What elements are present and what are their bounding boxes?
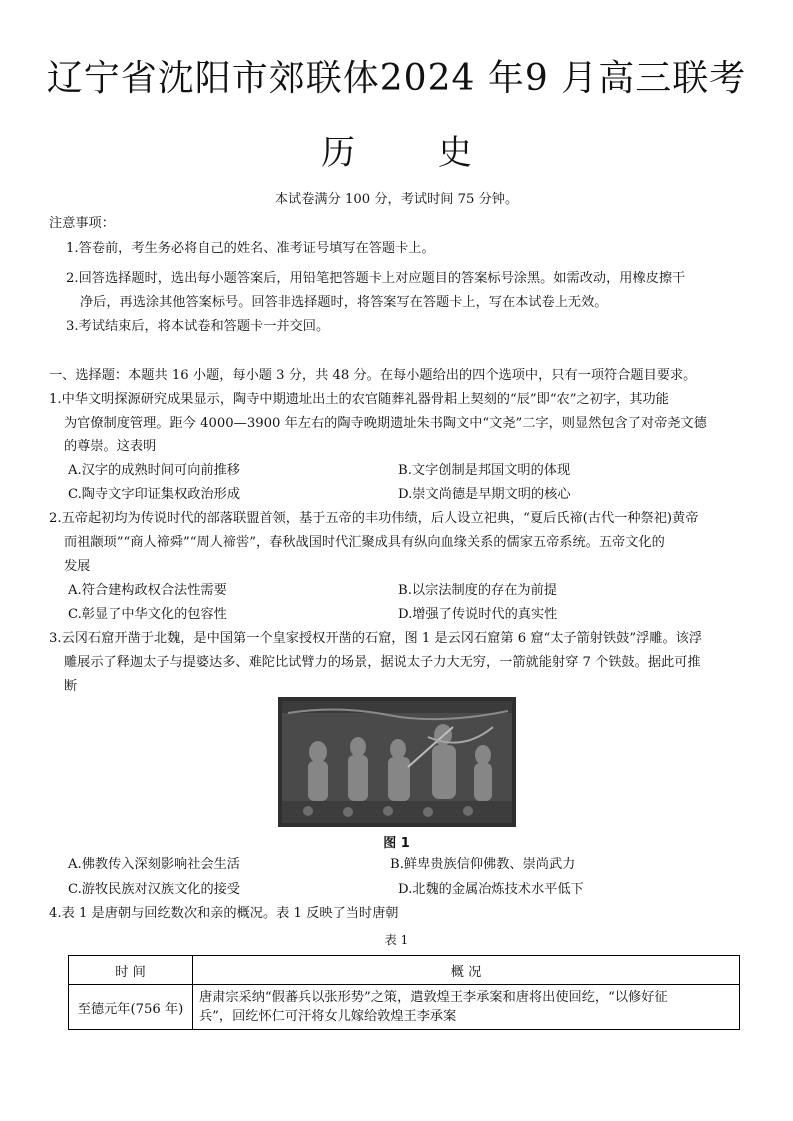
question-2-option-a[interactable]: A.符合建构政权合法性需要	[68, 583, 227, 598]
question-2-option-d[interactable]: D.增强了传说时代的真实性	[398, 607, 558, 622]
table-cell-time: 至德元年(756 年)	[69, 985, 193, 1030]
question-3-option-b[interactable]: B.鲜卑贵族信仰佛教、崇尚武力	[390, 857, 576, 872]
question-1-option-b[interactable]: B.文字创制是邦国文明的体现	[398, 463, 571, 478]
question-2-text: 2.五帝起初均为传说时代的部落联盟首领，基于五帝的丰功伟绩，后人设立祀典，“夏后氏禘(古代一种祭祀)黄帝	[49, 511, 699, 526]
note-item: 净后，再选涂其他答案标号。回答非选择题时，将答案写在答题卡上，写在本试卷上无效。	[80, 295, 608, 310]
note-item: 2.回答选择题时，选出每小题答案后，用铅笔把答题卡上对应题目的答案标号涂黑。如需改动，用橡皮擦干	[66, 271, 686, 286]
section-heading: 一、选择题：本题共 16 小题，每小题 3 分，共 48 分。在每小题给出的四个选项中，只有一项符合题目要求。	[49, 368, 697, 383]
question-3-option-c[interactable]: C.游牧民族对汉族文化的接受	[68, 882, 241, 897]
note-item: 3.考试结束后，将本试卷和答题卡一并交回。	[66, 319, 330, 334]
table-cell-overview-line: 兵”，回纥怀仁可汗将女儿嫁给敦煌王李承案	[199, 1009, 457, 1024]
question-1-option-c[interactable]: C.陶寺文字印证集权政治形成	[68, 487, 241, 502]
question-2-text: 发展	[64, 559, 91, 574]
question-3-text: 断	[64, 679, 78, 694]
note-item: 1.答卷前，考生务必将自己的姓名、准考证号填写在答题卡上。	[66, 241, 435, 256]
table-header-time: 时 间	[69, 956, 193, 985]
exam-info: 本试卷满分 100 分，考试时间 75 分钟。	[274, 192, 519, 207]
notes-heading: 注意事项：	[49, 216, 115, 231]
table-header-overview: 概 况	[193, 956, 740, 985]
question-2-option-c[interactable]: C.彰显了中华文化的包容性	[68, 607, 227, 622]
question-2-option-b[interactable]: B.以宗法制度的存在为前提	[398, 583, 557, 598]
question-2-text: 而祖颛顼”“商人禘舜”“周人禘喾”，春秋战国时代汇聚成具有纵向血缘关系的儒家五帝系统。五帝文化的	[64, 535, 665, 550]
question-3-text: 3.云冈石窟开凿于北魏，是中国第一个皇家授权开凿的石窟，图 1 是云冈石窟第 6 窟“太子箭射铁鼓”浮雕。该浮	[49, 631, 703, 646]
figure-caption: 图 1	[383, 836, 410, 851]
table-caption: 表 1	[384, 933, 409, 947]
relief-sculpture-image	[278, 697, 516, 827]
table-cell-overview-line: 唐肃宗采纳“假蕃兵以张形势”之策，遣敦煌王李承案和唐将出使回纥，“以修好征	[199, 990, 668, 1005]
question-1-text: 1.中华文明探源研究成果显示，陶寺中期遗址出土的农官随葬礼器骨耜上契刻的“辰”即“农”之初字，其功能	[49, 392, 669, 407]
subject-title: 历 史	[321, 133, 508, 173]
table-row	[69, 985, 740, 1030]
question-1-text: 的尊崇。这表明	[64, 439, 157, 454]
table-cell-overview	[193, 985, 740, 1030]
paper-title: 辽宁省沈阳市郊联体2024 年9 月高三联考	[46, 58, 747, 99]
table-header-row	[69, 956, 740, 985]
question-3-option-a[interactable]: A.佛教传入深刻影响社会生活	[68, 857, 240, 872]
question-1-text: 为官僚制度管理。距今 4000—3900 年左右的陶寺晚期遗址朱书陶文中“文尧”二字，则显然包含了对帝尧文德	[64, 416, 707, 431]
question-1-option-d[interactable]: D.崇文尚德是早期文明的核心	[398, 487, 571, 502]
question-1-option-a[interactable]: A.汉字的成熟时间可向前推移	[68, 463, 240, 478]
question-3-option-d[interactable]: D.北魏的金属冶炼技术水平低下	[398, 882, 584, 897]
question-3-text: 雕展示了释迦太子与提婆达多、难陀比试臂力的场景，据说太子力大无穷，一箭就能射穿 7 个铁鼓。据此可推	[64, 655, 701, 670]
history-table	[68, 955, 740, 1030]
question-4-text: 4.表 1 是唐朝与回纥数次和亲的概况。表 1 反映了当时唐朝	[49, 906, 399, 921]
